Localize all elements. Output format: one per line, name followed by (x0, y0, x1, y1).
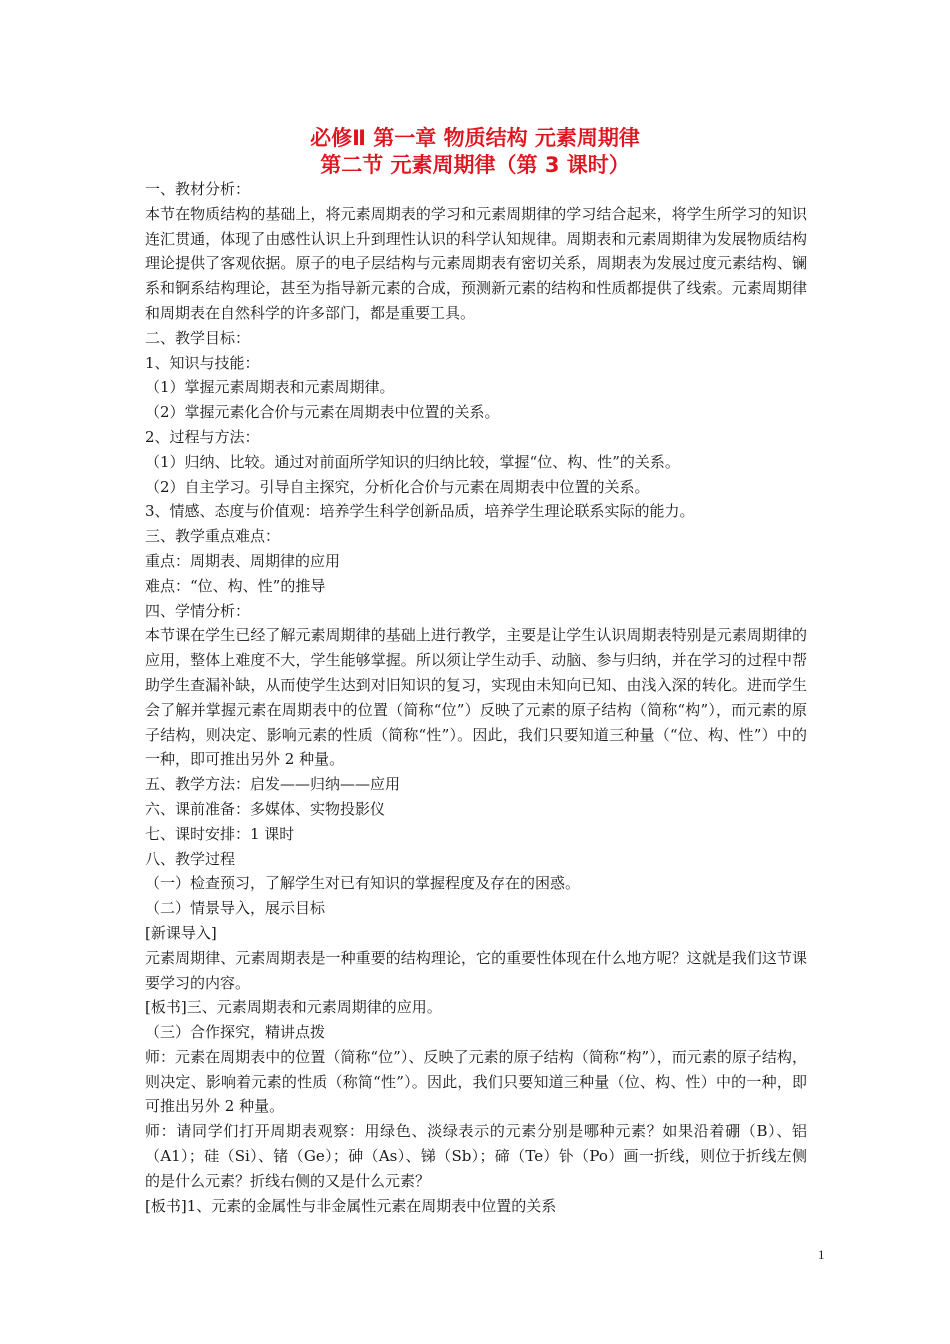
paragraph: 重点：周期表、周期律的应用 (145, 551, 341, 570)
paragraph: 2、过程与方法： (145, 427, 260, 446)
paragraph: 师：元素在周期表中的位置（简称“位”）、反映了元素的原子结构（简称“构”），而元素的原子结构，则决定、影响着元素的性质（称简“性”）。因此，我们只要知道三种量（位、构、性）中的一种，即可推出另外 2 种量。 (145, 1047, 807, 1116)
paragraph: 六、课前准备：多媒体、实物投影仪 (145, 799, 386, 818)
paragraph: 五、教学方法：启发——归纳——应用 (145, 775, 401, 794)
paragraph: （1）归纳、比较。通过对前面所学知识的归纳比较，掌握“位、构、性”的关系。 (145, 452, 680, 471)
paragraph: 一、教材分析： (145, 180, 251, 198)
paragraph: [新课导入] (145, 923, 217, 942)
page-number: 1 (818, 1247, 825, 1262)
paragraph: 二、教学目标： (145, 328, 251, 347)
document-title: 必修Ⅱ 第一章 物质结构 元素周期律 (310, 126, 640, 150)
paragraph: 师：请同学们打开周期表观察：用绿色、淡绿表示的元素分别是哪种元素？如果沿着硼（B）、铝（A1）；硅（Si）、锗（Ge）；砷（As）、锑（Sb）；碲（Te）钋（Po）画一折线，则位于折线左侧的是什么元素？折线右侧的又是什么元素？ (145, 1122, 807, 1190)
paragraph: 1、知识与技能： (145, 353, 260, 372)
paragraph: （一）检查预习，了解学生对已有知识的掌握程度及存在的困惑。 (145, 874, 581, 893)
paragraph: 八、教学过程 (145, 849, 236, 868)
paragraph: 本节课在学生已经了解元素周期律的基础上进行教学，主要是让学生认识周期表特别是元素周期律的应用，整体上难度不大，学生能够掌握。所以须让学生动手、动脑、参与归纳，并在学习的过程中帮助学生查漏补缺，从而使学生达到对旧知识的复习，实现由未知向已知、由浅入深的转化。进而学生会了解并掌握元素在周期表中的位置（简称“位”）反映了元素的原子结构（简称“构”），而元素的原子结构，则决定、影响元素的性质（简称“性”）。因此，我们只要知道三种量（“位、构、性”）中的一种，即可推出另外 2 种量。 (145, 626, 807, 769)
paragraph: 难点：“位、构、性”的推导 (145, 576, 326, 595)
paragraph: （三）合作探究，精讲点拨 (145, 1023, 326, 1042)
paragraph: 四、学情分析： (145, 601, 251, 620)
paragraph: 七、课时安排：1 课时 (145, 824, 295, 843)
paragraph: （1）掌握元素周期表和元素周期律。 (145, 378, 395, 397)
paragraph: （2）掌握元素化合价与元素在周期表中位置的关系。 (145, 403, 500, 422)
paragraph: 元素周期律、元素周期表是一种重要的结构理论，它的重要性体现在什么地方呢？这就是我们这节课要学习的内容。 (145, 948, 807, 992)
paragraph: [板书]1、元素的金属性与非金属性元素在周期表中位置的关系 (145, 1196, 557, 1215)
document-subtitle: 第二节 元素周期律（第 3 课时） (320, 153, 630, 177)
paragraph: 3、情感、态度与价值观：培养学生科学创新品质，培养学生理论联系实际的能力。 (145, 502, 695, 521)
paragraph: 三、教学重点难点： (145, 527, 281, 546)
paragraph: [板书]三、元素周期表和元素周期律的应用。 (145, 998, 442, 1017)
paragraph: 本节在物质结构的基础上，将元素周期表的学习和元素周期律的学习结合起来，将学生所学习的知识连汇贯通，体现了由感性认识上升到理性认识的科学认知规律。周期表和元素周期律为发展物质结构理论提供了客观依据。原子的电子层结构与元素周期表有密切关系，周期表为发展过度元素结构、镧系和锕系结构理论，甚至为指导新元素的合成，预测新元素的结构和性质都提供了线索。元素周期律和周期表在自然科学的许多部门，都是重要工具。 (145, 204, 807, 322)
document-body (145, 177, 807, 1218)
paragraph: （2）自主学习。引导自主探究，分析化合价与元素在周期表中位置的关系。 (145, 477, 650, 496)
paragraph: （二）情景导入，展示目标 (145, 899, 326, 918)
